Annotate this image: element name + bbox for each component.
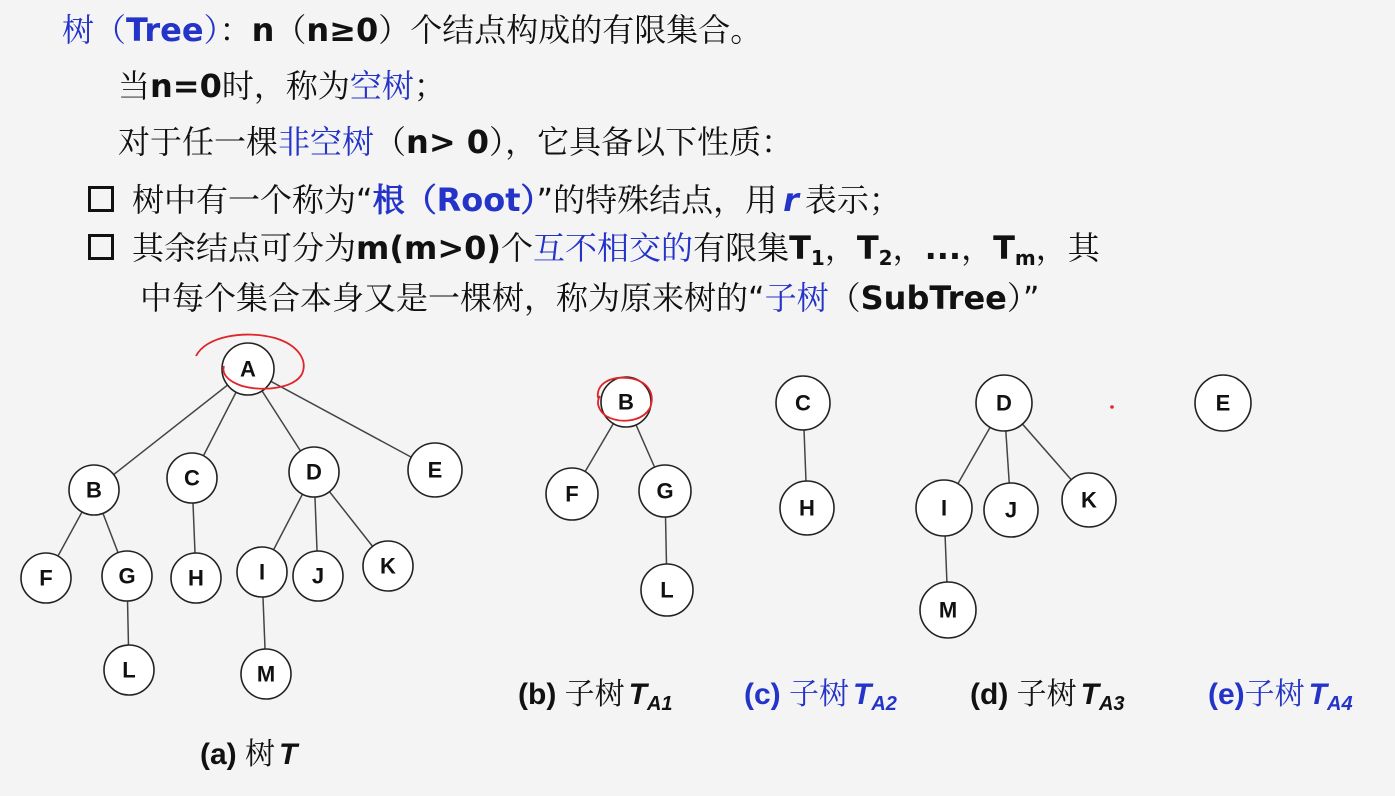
node-a-J [293,551,343,601]
svg-text:H: H [799,495,815,521]
term-empty-tree: 空树 [349,67,414,105]
node-a-E [408,443,462,497]
svg-text:G: G [656,478,674,504]
svg-text:F: F [39,565,53,591]
svg-text:M: M [256,661,276,687]
node-a-F [21,553,71,603]
term-nonempty-tree: 非空树 [278,123,375,161]
node-a-H [171,553,221,603]
svg-text:G: G [118,563,136,589]
svg-text:L: L [660,577,674,603]
node-a-K [363,541,413,591]
term-tree: 树 [62,11,95,49]
empty-tree-line: 当n=0时，称为空树； [118,67,446,105]
node-a-L [104,645,154,695]
node-a-I [237,547,287,597]
caption-b: (b) 子树 $T_{A1}$ [518,678,673,715]
svg-text:I: I [940,495,948,521]
svg-text:J: J [311,563,325,589]
term-disjoint: 互不相交的 [533,229,694,267]
node-b-L [641,564,693,616]
caption-c: (c) 子树 $T_{A2}$ [744,678,897,715]
svg-text:C: C [184,465,200,491]
edge-A-E [248,369,435,470]
svg-text:D: D [306,459,322,485]
node-c-H [780,481,834,535]
node-d-I [916,480,972,536]
node-d-J [984,483,1038,537]
svg-text:D: D [996,390,1012,416]
node-d-D [976,375,1032,431]
svg-text:B: B [618,389,634,415]
tree-a-edges [46,369,435,674]
caption-e: (e)子树 $T_{A4}$ [1208,678,1353,715]
svg-text:K: K [1081,487,1097,513]
term-subtree: 子树 [764,279,829,317]
svg-text:C: C [795,390,811,416]
svg-text:E: E [427,457,443,483]
svg-text:J: J [1004,497,1018,523]
svg-text:K: K [380,553,396,579]
svg-text:M: M [938,597,958,623]
svg-text:F: F [565,481,579,507]
term-root: 根（Root） [372,181,537,219]
node-d-M [920,582,976,638]
svg-text:A: A [240,356,256,382]
bullet-subsets: 其余结点可分为m(m>0)个互不相交的有限集$T_1$，$T_2$，...，$T_m$，其 [88,232,1100,268]
node-c-C [776,376,830,430]
node-a-D [289,447,339,497]
node-b-F [546,468,598,520]
node-a-G [102,551,152,601]
caption-a: (a) 树 T [200,738,298,771]
node-a-B [69,465,119,515]
bullet-root: 树中有一个称为“根（Root）”的特殊结点，用 r 表示； [88,184,901,216]
nonempty-tree-line: 对于任一棵非空树（n> 0），它具备以下性质： [118,123,794,161]
svg-text:B: B [86,477,102,503]
node-a-M [241,649,291,699]
svg-text:E: E [1215,390,1231,416]
node-b-B [601,377,651,427]
node-b-G [639,465,691,517]
svg-text:I: I [258,559,266,585]
definition-line: 树（Tree）：n（n≥0）个结点构成的有限集合。 [62,11,763,49]
annotation-dot [1110,405,1114,409]
svg-text:H: H [188,565,204,591]
node-e-E [1195,375,1251,431]
subtree-line: 中每个集合本身又是一棵树，称为原来树的“子树（SubTree）” [140,279,1040,317]
node-a-C [167,453,217,503]
node-d-K [1062,473,1116,527]
caption-d: (d) 子树 $T_{A3}$ [970,678,1125,715]
svg-text:L: L [122,657,136,683]
